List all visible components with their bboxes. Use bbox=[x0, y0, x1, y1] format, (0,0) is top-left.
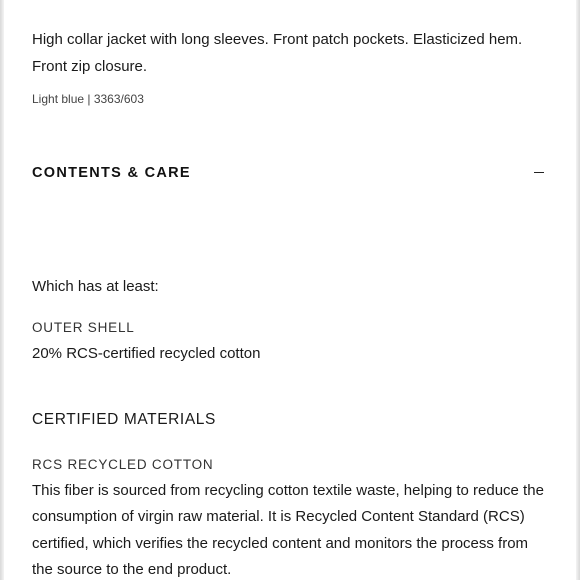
contents-care-accordion-header[interactable] bbox=[32, 161, 548, 185]
product-description: High collar jacket with long sleeves. Front patch pockets. Elasticized hem. Front zip closure. bbox=[32, 31, 523, 75]
rcs-description: This fiber is sourced from recycling cotton textile waste, helping to reduce the consumption of virgin raw material. It is Recycled Content Standard (RCS) certified, which verifies the recycled content and monitors the process from the source to the end product. bbox=[32, 482, 544, 578]
outer-shell-label: OUTER SHELL bbox=[32, 320, 135, 335]
contents-care-title: CONTENTS & CARE bbox=[32, 165, 191, 181]
outer-shell-value: 20% RCS-certified recycled cotton bbox=[32, 345, 261, 362]
minus-icon[interactable] bbox=[532, 166, 546, 180]
composition-intro: Which has at least: bbox=[32, 278, 159, 295]
right-frame-edge bbox=[576, 0, 580, 580]
certified-materials-title: CERTIFIED MATERIALS bbox=[32, 411, 216, 428]
left-frame-edge bbox=[0, 0, 4, 580]
color-reference: Light blue | 3363/603 bbox=[32, 92, 144, 106]
rcs-recycled-cotton-label: RCS RECYCLED COTTON bbox=[32, 457, 214, 472]
